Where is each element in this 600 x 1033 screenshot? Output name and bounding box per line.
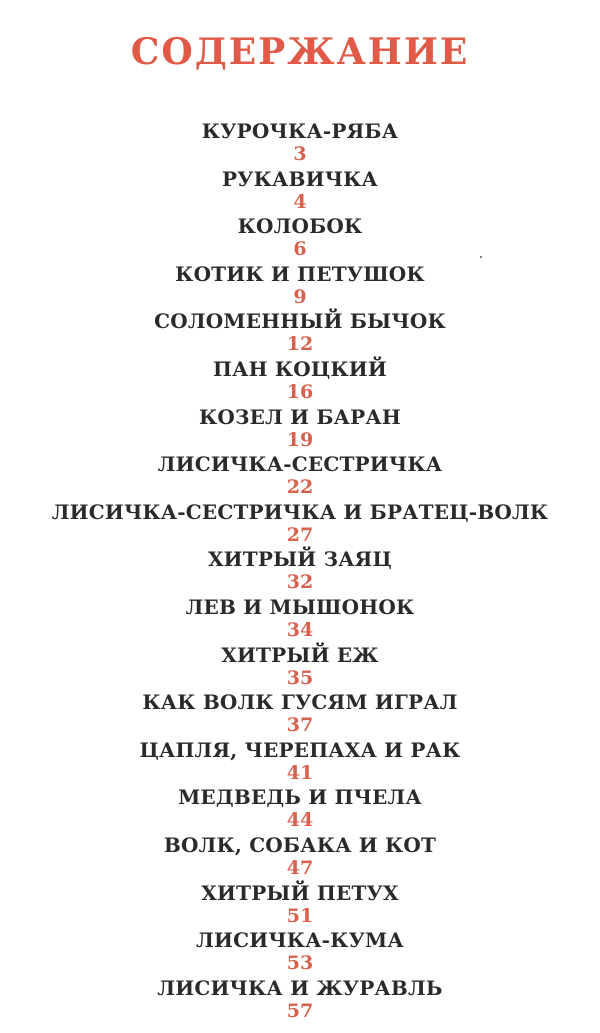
toc-entry-title: КОЛОБОК xyxy=(237,214,363,239)
toc-entry[interactable] xyxy=(0,119,600,167)
toc-entry-title: ЛИСИЧКА-СЕСТРИЧКА xyxy=(157,452,443,477)
toc-entry[interactable] xyxy=(0,833,600,881)
toc-entry[interactable] xyxy=(0,738,600,786)
toc-entry-page-number: 32 xyxy=(286,571,314,594)
toc-entry[interactable] xyxy=(0,881,600,929)
toc-entry-title: ЛИСИЧКА И ЖУРАВЛЬ xyxy=(157,975,443,1000)
toc-entry-page-number: 37 xyxy=(286,714,314,737)
toc-entry-page-number: 6 xyxy=(293,238,307,261)
toc-entry-page-number: 4 xyxy=(293,190,307,213)
toc-entry-page-number: 19 xyxy=(286,428,314,451)
toc-entry[interactable] xyxy=(0,547,600,595)
toc-entry[interactable] xyxy=(0,357,600,405)
toc-entry[interactable] xyxy=(0,452,600,500)
toc-entry[interactable] xyxy=(0,595,600,643)
toc-entry-page-number: 35 xyxy=(286,666,314,689)
toc-entry-page-number: 3 xyxy=(293,143,307,165)
toc-entry[interactable] xyxy=(0,309,600,357)
toc-entry[interactable] xyxy=(0,262,600,310)
toc-entry-page-number: 16 xyxy=(286,380,314,403)
toc-entry-title: КОТИК И ПЕТУШОК xyxy=(175,261,425,286)
toc-entry-title: ЛЕВ И МЫШОНОК xyxy=(185,594,415,619)
toc-entry-page-number: 34 xyxy=(286,618,314,641)
toc-entry-title: ЛИСИЧКА-СЕСТРИЧКА И БРАТЕЦ-ВОЛК xyxy=(51,499,549,524)
speck-dot xyxy=(480,256,482,258)
toc-entry-page-number: 44 xyxy=(286,809,314,832)
toc-entry-title: КОЗЕЛ И БАРАН xyxy=(199,404,401,429)
toc-entry[interactable] xyxy=(0,690,600,738)
toc-entry-title: СОЛОМЕННЫЙ БЫЧОК xyxy=(154,309,446,334)
toc-entry[interactable] xyxy=(0,976,600,1024)
toc-entry-title: КАК ВОЛК ГУСЯМ ИГРАЛ xyxy=(142,690,458,715)
toc-entry-title: ВОЛК, СОБАКА И КОТ xyxy=(163,832,437,857)
toc-entry-title: ХИТРЫЙ ЕЖ xyxy=(221,642,379,667)
toc-entry-title: ХИТРЫЙ ЗАЯЦ xyxy=(207,547,393,572)
toc-entry-title: ПАН КОЦКИЙ xyxy=(213,356,387,381)
toc-entry-title: МЕДВЕДЬ И ПЧЕЛА xyxy=(178,785,422,810)
toc-entry-title: ХИТРЫЙ ПЕТУХ xyxy=(201,880,399,905)
toc-entry-title: ЦАПЛЯ, ЧЕРЕПАХА И РАК xyxy=(139,737,461,762)
toc-entry-title: ЛИСИЧКА-КУМА xyxy=(196,928,404,953)
toc-entry[interactable] xyxy=(0,405,600,453)
page-title: СОДЕРЖАНИЕ xyxy=(130,31,470,73)
toc-entry-page-number: 41 xyxy=(286,761,314,784)
toc-entry-page-number: 53 xyxy=(286,952,314,975)
toc-entry[interactable] xyxy=(0,928,600,976)
toc-entry[interactable] xyxy=(0,643,600,691)
toc-entry-page-number: 27 xyxy=(286,523,314,546)
table-of-contents xyxy=(0,119,600,1023)
toc-entry-title: РУКАВИЧКА xyxy=(221,166,379,191)
toc-entry-page-number: 22 xyxy=(286,476,314,499)
toc-entry-page-number: 9 xyxy=(293,285,307,308)
toc-entry-page-number: 51 xyxy=(286,904,314,927)
toc-entry-page-number: 47 xyxy=(286,856,314,879)
toc-entry[interactable] xyxy=(0,167,600,215)
toc-entry-title: КУРОЧКА-РЯБА xyxy=(201,119,399,143)
toc-entry[interactable] xyxy=(0,214,600,262)
toc-entry[interactable] xyxy=(0,785,600,833)
toc-entry-page-number: 57 xyxy=(286,999,314,1022)
toc-entry-page-number: 12 xyxy=(286,333,314,356)
toc-entry[interactable] xyxy=(0,500,600,548)
